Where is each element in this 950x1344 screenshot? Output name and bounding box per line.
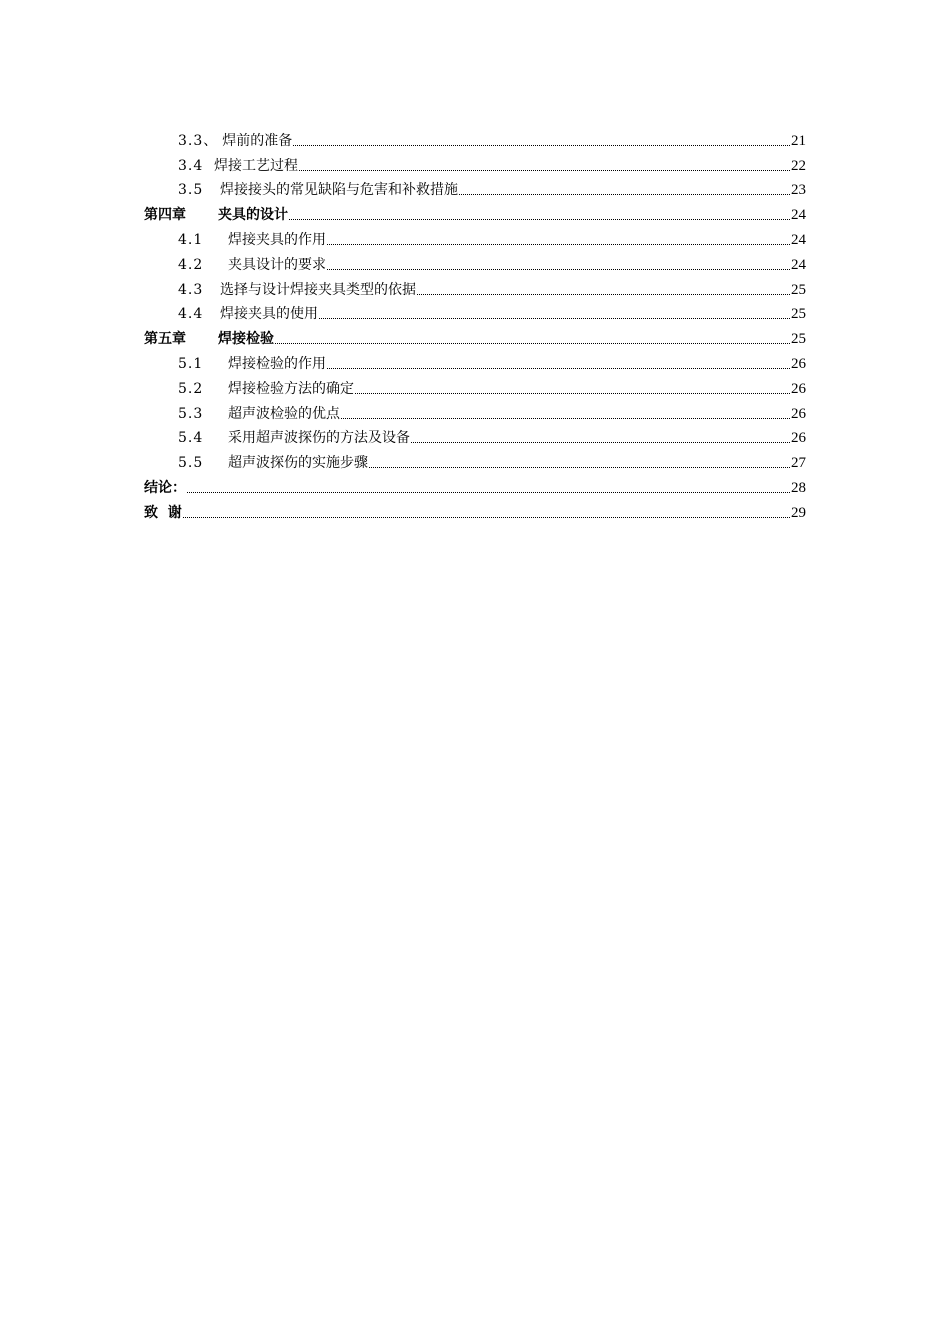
dot-leader [327,367,790,369]
toc-entry-page: 22 [791,157,806,174]
toc-entry-page: 26 [791,380,806,397]
toc-entry-chapter-4[interactable] [144,199,806,224]
toc-entry-number: 5.3 [178,405,204,422]
toc-entry-number: 5.5 [178,455,204,472]
toc-entry-page: 25 [791,306,806,323]
toc-entry-4-1[interactable] [144,224,806,249]
toc-entry-title: 超声波探伤的实施步骤 [228,455,368,472]
toc-entry-title: 致 谢 [144,504,182,521]
toc-entry-number: 3.5 [178,182,204,199]
toc-entry-number: 4.1 [178,231,204,248]
toc-entry-number: 3.4 [178,157,204,174]
toc-entry-page: 21 [791,132,806,149]
toc-entry-5-3[interactable] [144,398,806,423]
toc-entry-page: 28 [791,479,806,496]
table-of-contents [144,125,806,522]
toc-entry-title: 焊接接头的常见缺陷与危害和补救措施 [220,182,458,199]
dot-leader [187,491,790,493]
toc-entry-page: 26 [791,430,806,447]
toc-entry-5-1[interactable] [144,348,806,373]
toc-entry-title: 焊接检验的作用 [228,355,326,372]
toc-entry-title: 焊接工艺过程 [214,157,298,174]
dot-leader [417,293,790,295]
toc-entry-3-5[interactable] [144,175,806,200]
toc-entry-5-2[interactable] [144,373,806,398]
toc-entry-page: 24 [791,256,806,273]
toc-entry-number: 5.2 [178,380,204,397]
toc-entry-4-4[interactable] [144,299,806,324]
toc-entry-title: 焊接夹具的使用 [220,306,318,323]
toc-entry-number: 5.1 [178,355,204,372]
toc-entry-number: 4.2 [178,256,204,273]
toc-entry-4-3[interactable] [144,274,806,299]
toc-entry-page: 24 [791,231,806,248]
toc-entry-number: 4.4 [178,306,204,323]
toc-entry-title: 选择与设计焊接夹具类型的依据 [220,281,416,298]
toc-entry-chapter-5[interactable] [144,323,806,348]
toc-entry-title: 焊接检验方法的确定 [228,380,354,397]
toc-entry-5-5[interactable] [144,447,806,472]
dot-leader [327,268,790,270]
dot-leader [459,193,790,195]
toc-entry-title: 焊前的准备 [222,132,293,149]
toc-entry-title: 夹具的设计 [218,207,288,224]
dot-leader [355,392,790,394]
toc-entry-page: 23 [791,182,806,199]
dot-leader [289,218,790,220]
dot-leader [183,516,790,518]
toc-entry-page: 24 [791,207,806,224]
toc-entry-title: 结论： [144,479,186,496]
toc-entry-number: 5.4 [178,430,204,447]
dot-leader [341,417,790,419]
toc-entry-title: 夹具设计的要求 [228,256,326,273]
dot-leader [411,441,790,443]
toc-entry-4-2[interactable] [144,249,806,274]
toc-entry-conclusion[interactable] [144,472,806,497]
toc-entry-title: 超声波检验的优点 [228,405,340,422]
toc-entry-number: 4.3 [178,281,204,298]
toc-entry-acknowledgements[interactable] [144,497,806,522]
toc-entry-number: 3.3、 [178,132,219,149]
toc-entry-5-4[interactable] [144,423,806,448]
toc-entry-title: 采用超声波探伤的方法及设备 [228,430,410,447]
dot-leader [299,169,790,171]
toc-entry-page: 26 [791,355,806,372]
dot-leader [319,317,790,319]
toc-entry-3-3[interactable] [144,125,806,150]
toc-entry-page: 25 [791,281,806,298]
toc-entry-title: 焊接检验 [218,331,274,348]
toc-entry-title: 焊接夹具的作用 [228,231,326,248]
toc-entry-page: 25 [791,331,806,348]
toc-entry-page: 27 [791,455,806,472]
dot-leader [369,466,790,468]
toc-chapter-number: 第四章 [144,207,186,224]
toc-entry-page: 26 [791,405,806,422]
dot-leader [293,144,790,146]
toc-chapter-number: 第五章 [144,331,186,348]
dot-leader [275,342,790,344]
toc-entry-page: 29 [791,504,806,521]
toc-entry-3-4[interactable] [144,150,806,175]
dot-leader [327,243,790,245]
